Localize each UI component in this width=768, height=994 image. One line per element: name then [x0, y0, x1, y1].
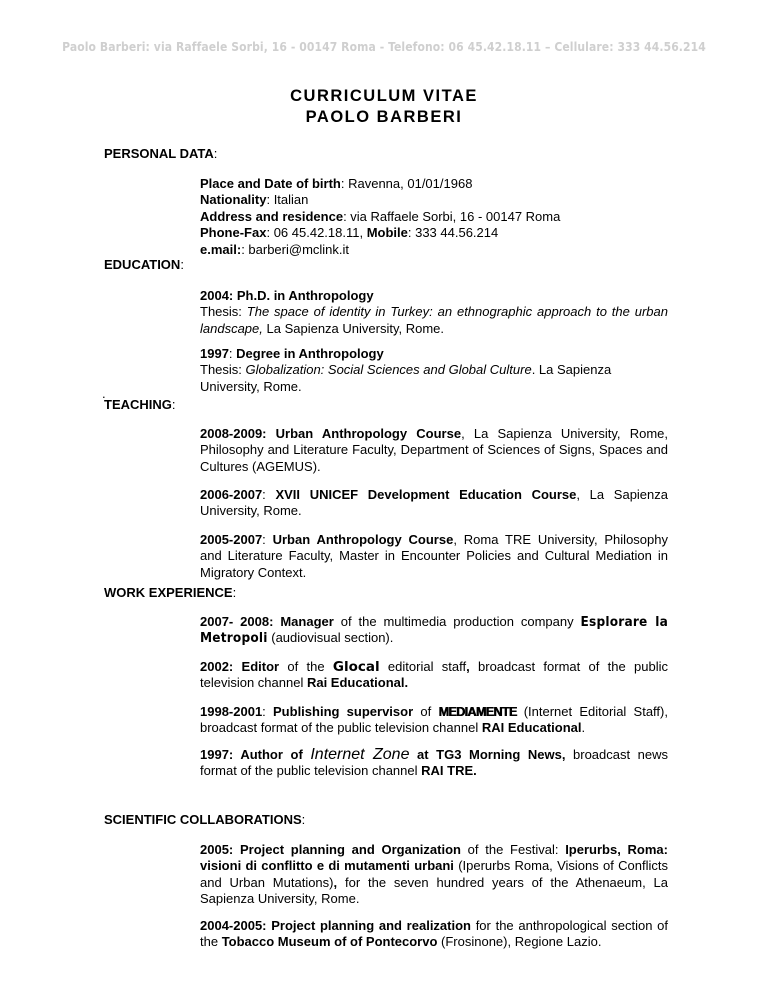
birth-label: Place and Date of birth [200, 176, 341, 191]
nationality-label: Nationality [200, 192, 267, 208]
scientific-item-2: 2004-2005: Project planning and realization for the anthropological section of the Tobacco Museum of of Pontecorvo (Frosinone), Regione Lazio. [200, 918, 668, 950]
title-line-1: CURRICULUM VITAE [290, 87, 478, 105]
scientific-item-1: 2005: Project planning and Organization of the Festival: Iperurbs, Roma: visioni di conflitto e di mutamenti urbani (Iperurbs Roma, Visions of Conflicts and Urban Mutations), for the seven hundred years of the Athenaeum, La Sapienza University, Rome. [200, 842, 668, 907]
section-heading: EDUCATION [104, 257, 181, 272]
document-title [0, 86, 768, 128]
teaching-item-1: 2008-2009: Urban Anthropology Course, La Sapienza University, Rome, Philosophy and Literature Faculty, Department of Sciences of Signs, Spaces and Cultures (AGEMUS). [200, 426, 668, 474]
email-value: : barberi@mclink.it [241, 241, 350, 257]
degree-thesis: Thesis: Globalization: Social Sciences and Global Culture. La Sapienza University, Rome. [200, 362, 612, 394]
birth-row [200, 176, 668, 192]
phone-label: Phone-Fax [200, 225, 267, 241]
title-line-2: PAOLO BARBERI [305, 108, 463, 126]
esplorare-brand: Esplorare la Metropoli [200, 614, 668, 647]
teaching-item-2: 2006-2007: XVII UNICEF Development Education Course, La Sapienza University, Rome. [200, 487, 668, 519]
heading-colon: : [232, 585, 237, 600]
contact-header: Paolo Barberi: via Raffaele Sorbi, 16 - 00147 Roma - Telefono: 06 45.42.18.11 – Cellulare: 333 44.56.214 [62, 40, 706, 54]
section-heading: TEACHING [104, 397, 172, 412]
section-teaching [104, 397, 176, 412]
address-label: Address and residence [200, 208, 344, 224]
glocal-brand: Glocal [332, 659, 380, 675]
mobile-value: : 333 44.56.214 [407, 225, 499, 241]
heading-colon: : [301, 812, 306, 827]
internet-zone-brand: Internet Zone [310, 746, 410, 763]
section-personal-data [104, 146, 217, 161]
work-item-4: 1997: Author of Internet Zone at TG3 Morning News, broadcast news format of the public television channel RAI TRE. [200, 746, 669, 779]
phone-row [200, 225, 668, 241]
heading-colon: : [180, 257, 184, 272]
education-phd [200, 288, 668, 337]
stray-dot: . [102, 386, 106, 401]
section-heading: WORK EXPERIENCE [104, 585, 233, 600]
work-item-1: 2007- 2008: Manager of the multimedia production company Esplorare la Metropoli (audiovisual section). [200, 614, 668, 647]
section-heading: SCIENTIFIC COLLABORATIONS [104, 812, 302, 827]
degree-title: 1997: Degree in Anthropology [200, 346, 384, 361]
work-item-3: 1998-2001: Publishing supervisor of MEDIAMENTE (Internet Editorial Staff), broadcast format of the public television channel RAI Educational. [200, 704, 668, 736]
heading-colon: : [213, 146, 218, 161]
heading-colon: : [171, 397, 176, 412]
phd-thesis: Thesis: The space of identity in Turkey: an ethnographic approach to the urban landscape, La Sapienza University, Rome. [200, 304, 668, 336]
education-degree [200, 346, 668, 395]
email-label: e.mail: [200, 241, 242, 257]
section-education [104, 257, 184, 272]
email-row [200, 242, 668, 258]
section-heading: PERSONAL DATA [104, 146, 214, 161]
personal-data-block [200, 176, 668, 258]
work-item-2: 2002: Editor of the Glocal editorial staff, broadcast format of the public television channel Rai Educational. [200, 659, 668, 691]
section-work-experience [104, 585, 236, 600]
nationality-row [200, 192, 668, 208]
phone-value: : 06 45.42.18.11, [266, 225, 367, 241]
mobile-label: Mobile [366, 225, 408, 241]
phd-title: 2004: Ph.D. in Anthropology [200, 288, 374, 303]
teaching-item-3: 2005-2007: Urban Anthropology Course, Roma TRE University, Philosophy and Literature Faculty, Master in Encounter Policies and Cultural Mediation in Migratory Context. [200, 532, 668, 580]
section-scientific-collaborations [104, 812, 305, 827]
mediamente-brand: MEDIAMENTE [438, 705, 517, 719]
nationality-value: : Italian [266, 192, 309, 208]
address-value: : via Raffaele Sorbi, 16 - 00147 Roma [343, 208, 561, 224]
address-row [200, 209, 668, 225]
birth-value: : Ravenna, 01/01/1968 [340, 176, 473, 191]
